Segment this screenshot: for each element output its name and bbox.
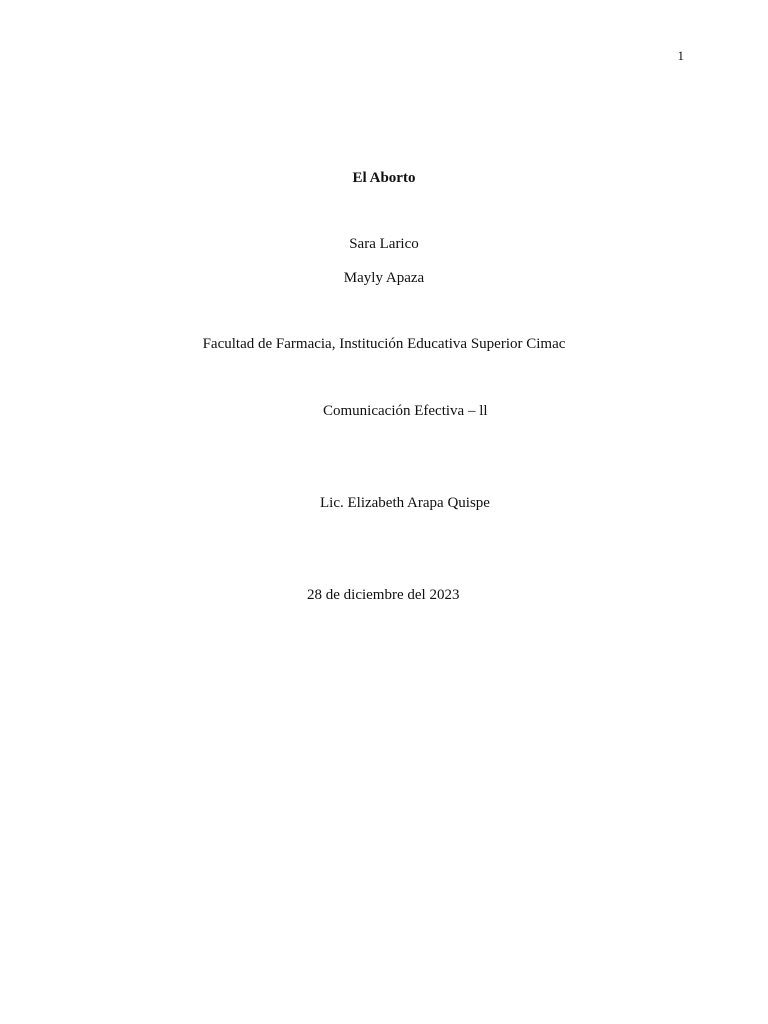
page-number: 1 bbox=[677, 48, 684, 63]
institution-affiliation: Facultad de Farmacia, Institución Educativa Superior Cimac bbox=[202, 336, 566, 352]
document-title: El Aborto bbox=[352, 170, 416, 186]
course-name: Comunicación Efectiva – ll bbox=[323, 403, 488, 419]
instructor-name: Lic. Elizabeth Arapa Quispe bbox=[320, 495, 490, 511]
submission-date: 28 de diciembre del 2023 bbox=[307, 587, 460, 603]
author-name: Mayly Apaza bbox=[343, 270, 425, 286]
author-name: Sara Larico bbox=[349, 236, 419, 252]
